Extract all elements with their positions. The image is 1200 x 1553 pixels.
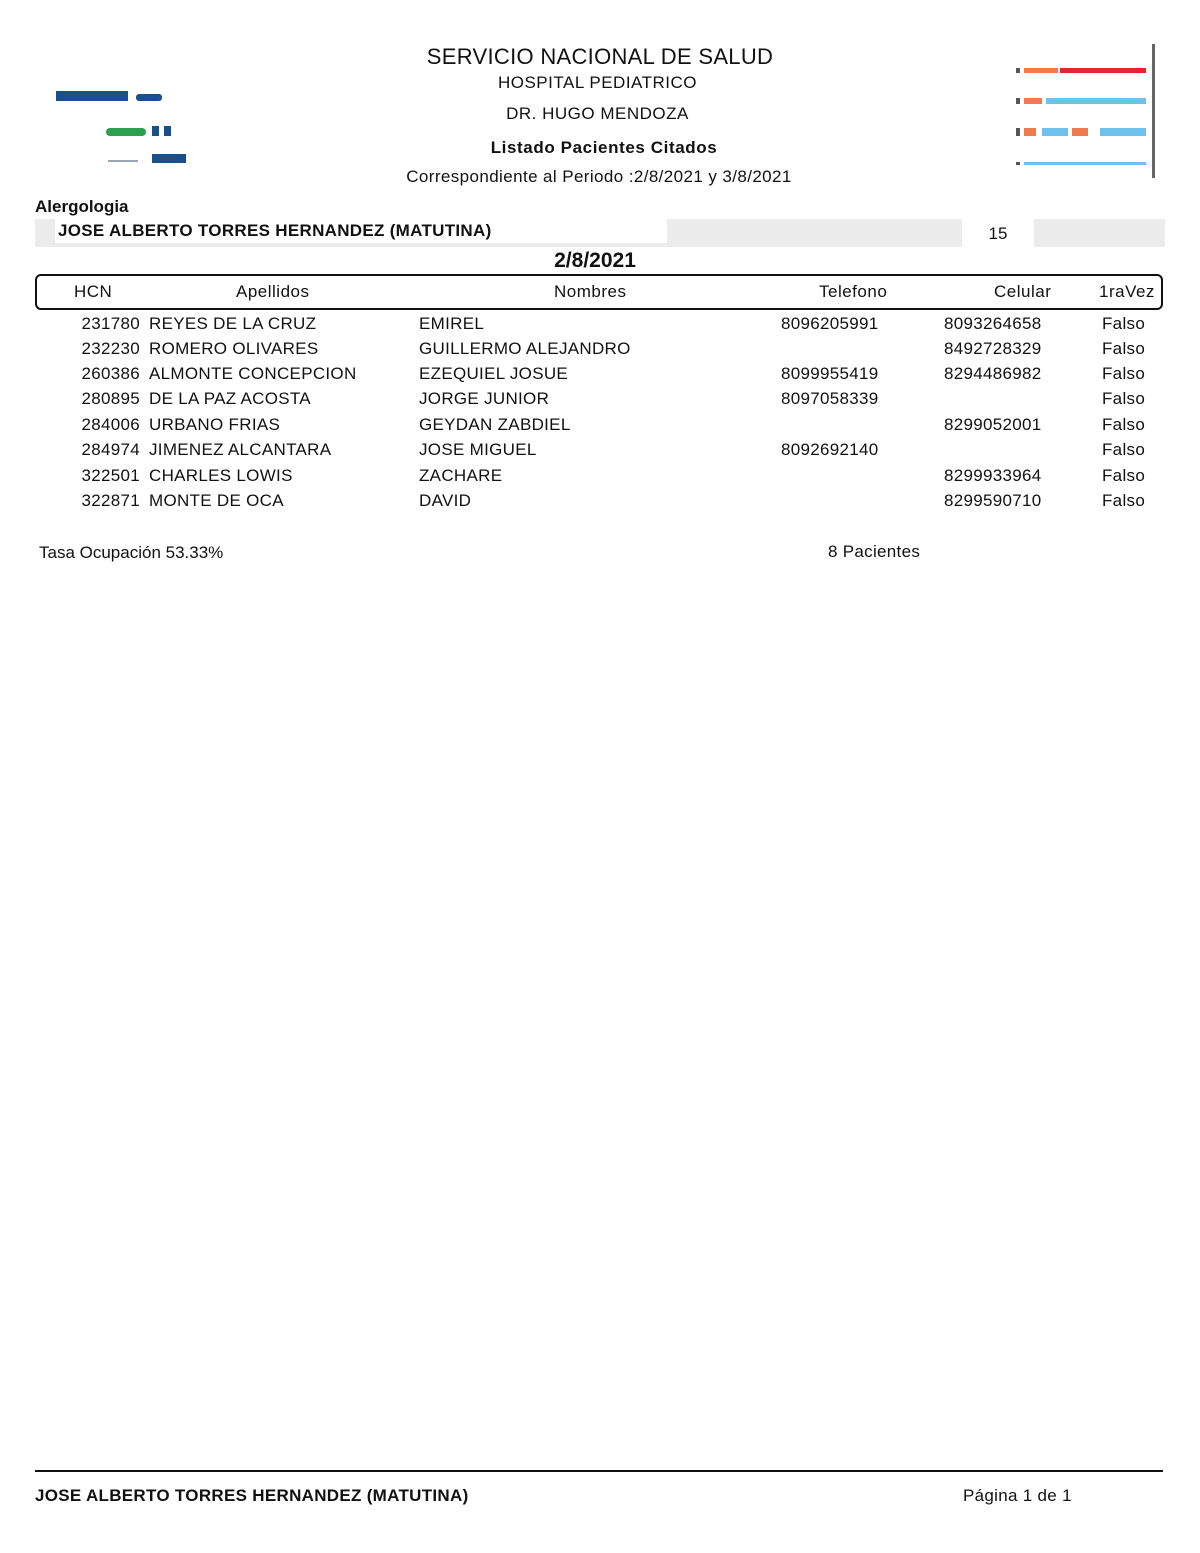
cell-celular: 8294486982	[944, 364, 1042, 383]
cell-nombres: GUILLERMO ALEJANDRO	[419, 339, 631, 358]
hospital-name: HOSPITAL PEDIATRICO	[497, 73, 698, 92]
cell-telefono: 8097058339	[781, 389, 879, 408]
patient-count: 8 Pacientes	[828, 542, 921, 561]
footer-divider	[35, 1470, 1163, 1472]
cell-celular: 8492728329	[944, 339, 1042, 358]
cell-celular: 8299933964	[944, 466, 1042, 485]
cell-telefono: 8099955419	[781, 364, 879, 383]
appointment-date: 2/8/2021	[554, 249, 636, 272]
cell-apellidos: ALMONTE CONCEPCION	[149, 364, 357, 383]
cell-telefono: 8092692140	[781, 440, 879, 459]
cell-celular: 8299052001	[944, 415, 1042, 434]
cell-celular: 8093264658	[944, 314, 1042, 333]
column-header-celular: Celular	[994, 282, 1052, 301]
cell-hcn: 231780	[81, 314, 140, 333]
doctor-name: JOSE ALBERTO TORRES HERNANDEZ (MATUTINA)	[58, 221, 492, 240]
page-number: Página 1 de 1	[963, 1486, 1072, 1505]
cell-hcn: 284974	[81, 440, 140, 459]
cell-nombres: EZEQUIEL JOSUE	[419, 364, 569, 383]
cell-primera-vez: Falso	[1102, 314, 1146, 333]
report-header-title: SERVICIO NACIONAL DE SALUD	[426, 44, 774, 69]
cell-primera-vez: Falso	[1102, 389, 1146, 408]
hospital-name-line-2: DR. HUGO MENDOZA	[506, 104, 689, 123]
cell-hcn: 284006	[81, 415, 140, 434]
column-header-apellidos: Apellidos	[236, 282, 310, 301]
cell-telefono: 8096205991	[781, 314, 879, 333]
occupancy-rate: Tasa Ocupación 53.33%	[39, 543, 224, 562]
cell-hcn: 260386	[81, 364, 140, 383]
cell-nombres: ZACHARE	[419, 466, 503, 485]
cell-primera-vez: Falso	[1102, 491, 1146, 510]
column-header-primera-vez: 1raVez	[1099, 282, 1155, 301]
cell-primera-vez: Falso	[1102, 339, 1146, 358]
cell-apellidos: REYES DE LA CRUZ	[149, 314, 317, 333]
cell-nombres: EMIREL	[419, 314, 485, 333]
report-title: Listado Pacientes Citados	[490, 138, 718, 157]
footer-doctor-name: JOSE ALBERTO TORRES HERNANDEZ (MATUTINA)	[35, 1486, 469, 1505]
department-name: Alergologia	[35, 197, 129, 216]
cell-apellidos: URBANO FRIAS	[149, 415, 281, 434]
cell-apellidos: MONTE DE OCA	[149, 491, 284, 510]
capacity-count: 15	[988, 224, 1008, 243]
cell-apellidos: ROMERO OLIVARES	[149, 339, 319, 358]
cell-primera-vez: Falso	[1102, 415, 1146, 434]
cell-celular: 8299590710	[944, 491, 1042, 510]
column-header-telefono: Telefono	[819, 282, 888, 301]
cell-hcn: 322871	[81, 491, 140, 510]
cell-primera-vez: Falso	[1102, 440, 1146, 459]
cell-hcn: 322501	[81, 466, 140, 485]
cell-primera-vez: Falso	[1102, 466, 1146, 485]
report-period: Correspondiente al Periodo :2/8/2021 y 3/8/2021	[406, 167, 792, 186]
column-header-hcn: HCN	[74, 282, 113, 301]
cell-hcn: 232230	[81, 339, 140, 358]
cell-nombres: DAVID	[419, 491, 472, 510]
cell-apellidos: DE LA PAZ ACOSTA	[149, 389, 311, 408]
cell-nombres: GEYDAN ZABDIEL	[419, 415, 571, 434]
cell-hcn: 280895	[81, 389, 140, 408]
column-header-nombres: Nombres	[554, 282, 627, 301]
cell-nombres: JORGE JUNIOR	[419, 389, 550, 408]
cell-primera-vez: Falso	[1102, 364, 1146, 383]
cell-nombres: JOSE MIGUEL	[419, 440, 537, 459]
cell-apellidos: JIMENEZ ALCANTARA	[149, 440, 332, 459]
cell-apellidos: CHARLES LOWIS	[149, 466, 293, 485]
